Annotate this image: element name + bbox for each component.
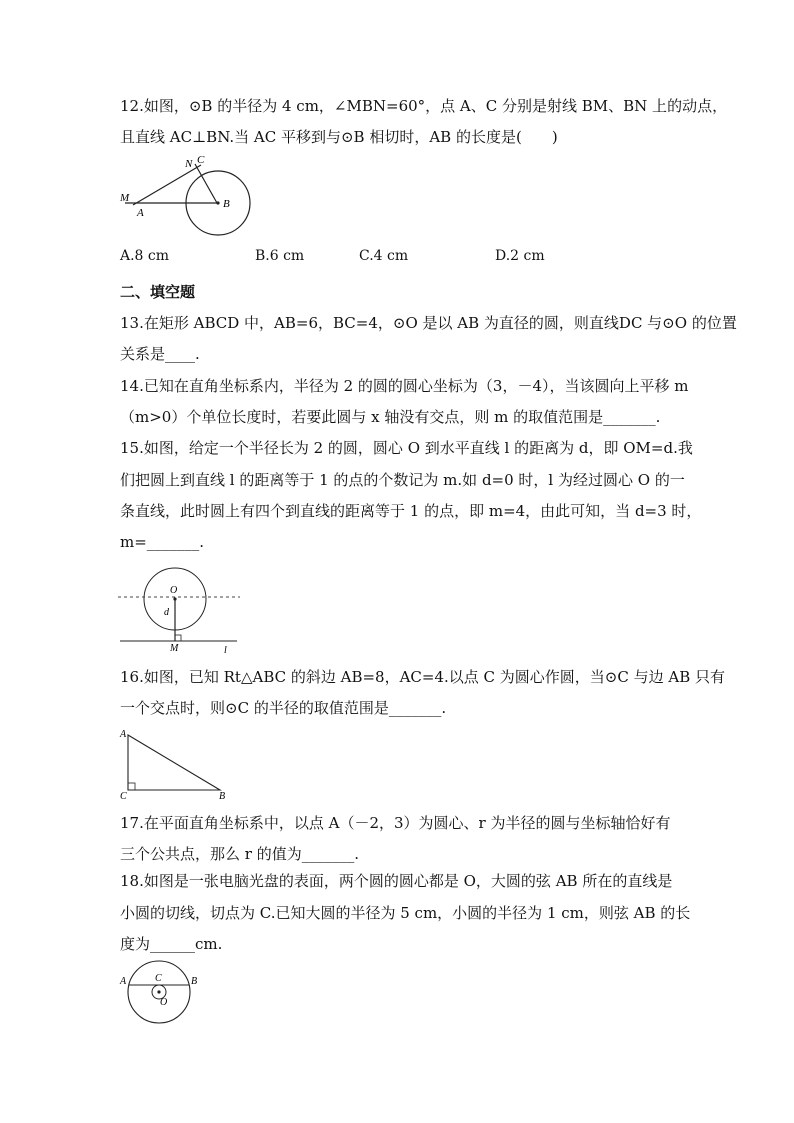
q15-line-3: 条直线，此时圆上有四个到直线的距离等于 1 的点，即 m=4，由此可知，当 d=3 时， <box>120 502 702 520</box>
center-o <box>173 597 176 600</box>
label-b: B <box>223 198 230 210</box>
label-m: M <box>120 192 130 204</box>
q18-line-2: 小圆的切线，切点为 C.已知大圆的半径为 5 cm，小圆的半径为 1 cm，则弦 AB 的长 <box>120 904 691 922</box>
label-n: N <box>185 158 193 170</box>
q12-line-1: 12.如图，⊙B 的半径为 4 cm，∠MBN=60°，点 A、C 分别是射线 BM、BN 上的动点， <box>120 97 728 115</box>
ray-bn <box>133 165 201 205</box>
label-c: C <box>155 973 162 984</box>
q16-line-2: 一个交点时，则⊙C 的半径的取值范围是_______. <box>120 699 447 717</box>
q12-line-2: 且直线 AC⊥BN.当 AC 平移到与⊙B 相切时，AB 的长度是( ) <box>120 128 558 146</box>
q12-option-d: D.2 cm <box>495 248 545 264</box>
line-ac <box>195 164 217 203</box>
q15-figure <box>115 565 250 655</box>
right-angle-mark <box>175 635 181 641</box>
q18-line-3: 度为______cm. <box>120 935 223 953</box>
q18-line-1: 18.如图是一张电脑光盘的表面，两个圆的圆心都是 O，大圆的弦 AB 所在的直线是 <box>120 872 673 890</box>
label-c: C <box>197 154 205 166</box>
q14-line-2: （m>0）个单位长度时，若要此圆与 x 轴没有交点，则 m 的取值范围是_______. <box>120 408 661 426</box>
q15-line-2: 们把圆上到直线 l 的距离等于 1 的点的个数记为 m.如 d=0 时，l 为经过圆心 O 的一 <box>120 471 685 489</box>
label-o: O <box>170 585 178 596</box>
label-l: l <box>224 645 227 655</box>
label-b: B <box>191 976 198 987</box>
q16-line-1: 16.如图，已知 Rt△ABC 的斜边 AB=8，AC=4.以点 C 为圆心作圆，当⊙C 与边 AB 只有 <box>120 668 726 686</box>
center-b <box>216 201 219 204</box>
q17-line-1: 17.在平面直角坐标系中，以点 A（－2，3）为圆心、r 为半径的圆与坐标轴恰好有 <box>120 814 671 832</box>
label-a: A <box>120 729 127 740</box>
triangle-abc <box>128 735 220 790</box>
q17-line-2: 三个公共点，那么 r 的值为_______. <box>120 845 359 863</box>
label-d: d <box>164 607 169 618</box>
label-o: O <box>160 997 168 1008</box>
q13-line-1: 13.在矩形 ABCD 中，AB=6，BC=4，⊙O 是以 AB 为直径的圆，则直线DC 与⊙O 的位置 <box>120 314 737 332</box>
label-c: C <box>120 791 127 802</box>
q12-option-c: C.4 cm <box>359 248 409 264</box>
q16-figure <box>115 725 240 805</box>
q13-line-2: 关系是____. <box>120 345 200 363</box>
section-title: 二、填空题 <box>120 283 196 301</box>
label-b: B <box>219 791 226 802</box>
label-a: A <box>137 207 144 219</box>
label-a: A <box>120 976 127 987</box>
label-m: M <box>170 643 179 654</box>
q12-figure <box>115 150 260 242</box>
q18-figure <box>115 960 205 1028</box>
q14-line-1: 14.已知在直角坐标系内，半径为 2 的圆的圆心坐标为（3，－4），当该圆向上平移 m <box>120 377 689 395</box>
q15-line-4: m=_______. <box>120 533 205 551</box>
q15-line-1: 15.如图，给定一个半径长为 2 的圆，圆心 O 到水平直线 l 的距离为 d，即 OM=d.我 <box>120 439 693 457</box>
q12-option-a: A.8 cm <box>120 248 170 264</box>
q12-option-b: B.6 cm <box>255 248 305 264</box>
center-o <box>157 990 160 993</box>
right-angle-mark <box>128 783 135 790</box>
